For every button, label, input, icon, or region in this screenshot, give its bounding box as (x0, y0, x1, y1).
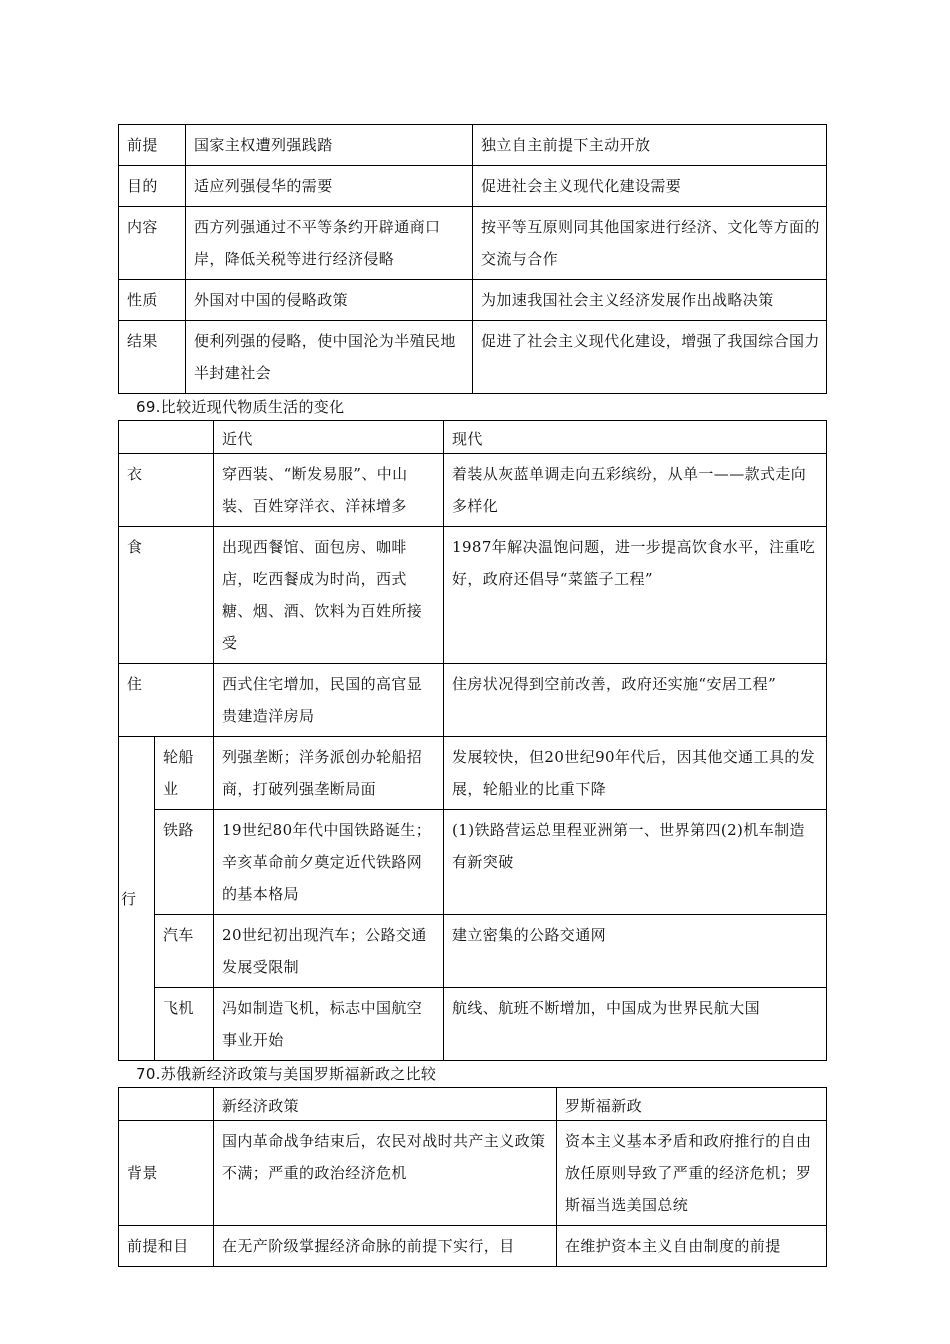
table-header-row (119, 421, 827, 454)
cell-left: 西方列强通过不平等条约开辟通商口岸，降低关税等进行经济侵略 (186, 207, 473, 280)
table-row (119, 454, 827, 527)
row-label-travel: 行 (119, 737, 155, 1061)
cell-near: 出现西餐馆、面包房、咖啡店，吃西餐成为时尚，西式糖、烟、酒、饮料为百姓所接受 (214, 527, 444, 664)
cell-near: 20世纪初出现汽车；公路交通发展受限制 (214, 915, 444, 988)
sub-label: 汽车 (155, 915, 214, 988)
cell-left: 适应列强侵华的需要 (186, 166, 473, 207)
cell-right: 为加速我国社会主义经济发展作出战略决策 (473, 280, 827, 321)
section-69-heading (118, 394, 826, 420)
cell-now: 建立密集的公路交通网 (444, 915, 827, 988)
table-row (119, 1121, 827, 1226)
cell-now: 航线、航班不断增加，中国成为世界民航大国 (444, 988, 827, 1061)
row-label: 内容 (119, 207, 186, 280)
cell-left: 国家主权遭列强践踏 (186, 125, 473, 166)
cell-left: 外国对中国的侵略政策 (186, 280, 473, 321)
material-life-table (118, 420, 827, 1061)
row-label-food: 食 (119, 527, 214, 664)
table-row (119, 915, 827, 988)
comparison-table-opening-up (118, 124, 827, 394)
section-number: 70. (136, 1065, 161, 1083)
cell-now: (1)铁路营运总里程亚洲第一、世界第四(2)机车制造有新突破 (444, 810, 827, 915)
cell-right: 促进社会主义现代化建设需要 (473, 166, 827, 207)
table-row (119, 207, 827, 280)
table-row (119, 125, 827, 166)
row-label-background: 背景 (119, 1121, 214, 1226)
table-row (119, 810, 827, 915)
cell-right: 按平等互原则同其他国家进行经济、文化等方面的交流与合作 (473, 207, 827, 280)
cell-near: 列强垄断；洋务派创办轮船招商，打破列强垄断局面 (214, 737, 444, 810)
row-label: 性质 (119, 280, 186, 321)
cell-near: 19世纪80年代中国铁路诞生；辛亥革命前夕奠定近代铁路网的基本格局 (214, 810, 444, 915)
cell-new-deal: 在维护资本主义自由制度的前提 (557, 1226, 827, 1267)
nep-new-deal-table (118, 1087, 827, 1267)
row-label: 目的 (119, 166, 186, 207)
table-row (119, 988, 827, 1061)
header-near-modern: 近代 (214, 421, 444, 454)
table-row (119, 280, 827, 321)
cell-nep: 国内革命战争结束后，农民对战时共产主义政策不满；严重的政治经济危机 (214, 1121, 557, 1226)
header-blank-cell (119, 1088, 214, 1121)
section-title: 苏俄新经济政策与美国罗斯福新政之比较 (160, 1065, 437, 1083)
table-row (119, 166, 827, 207)
cell-near: 西式住宅增加，民国的高官显贵建造洋房局 (214, 664, 444, 737)
table-header-row (119, 1088, 827, 1121)
row-label: 结果 (119, 321, 186, 394)
cell-right: 促进了社会主义现代化建设，增强了我国综合国力 (473, 321, 827, 394)
row-label-housing: 住 (119, 664, 214, 737)
cell-near: 穿西装、“断发易服”、中山装、百姓穿洋衣、洋袜增多 (214, 454, 444, 527)
table-row (119, 321, 827, 394)
cell-now: 发展较快，但20世纪90年代后，因其他交通工具的发展，轮船业的比重下降 (444, 737, 827, 810)
cell-left: 便利列强的侵略，使中国沦为半殖民地半封建社会 (186, 321, 473, 394)
table-row (119, 1226, 827, 1267)
section-title: 比较近现代物质生活的变化 (160, 398, 345, 416)
document-page (118, 124, 826, 1267)
cell-now: 住房状况得到空前改善，政府还实施“安居工程” (444, 664, 827, 737)
header-blank-cell (119, 421, 214, 454)
sub-label: 飞机 (155, 988, 214, 1061)
cell-now: 着装从灰蓝单调走向五彩缤纷，从单一——款式走向多样化 (444, 454, 827, 527)
table-row (119, 527, 827, 664)
table-row (119, 737, 827, 810)
header-nep: 新经济政策 (214, 1088, 557, 1121)
cell-new-deal: 资本主义基本矛盾和政府推行的自由放任原则导致了严重的经济危机；罗斯福当选美国总统 (557, 1121, 827, 1226)
row-label-premise: 前提和目 (119, 1226, 214, 1267)
row-label-clothing: 衣 (119, 454, 214, 527)
section-70-heading (118, 1061, 826, 1087)
cell-right: 独立自主前提下主动开放 (473, 125, 827, 166)
cell-nep: 在无产阶级掌握经济命脉的前提下实行，目 (214, 1226, 557, 1267)
header-modern: 现代 (444, 421, 827, 454)
cell-now: 1987年解决温饱问题，进一步提高饮食水平，注重吃好，政府还倡导“菜篮子工程” (444, 527, 827, 664)
sub-label: 轮船业 (155, 737, 214, 810)
row-label: 前提 (119, 125, 186, 166)
cell-near: 冯如制造飞机，标志中国航空事业开始 (214, 988, 444, 1061)
section-number: 69. (136, 398, 161, 416)
table-row (119, 664, 827, 737)
header-new-deal: 罗斯福新政 (557, 1088, 827, 1121)
sub-label: 铁路 (155, 810, 214, 915)
